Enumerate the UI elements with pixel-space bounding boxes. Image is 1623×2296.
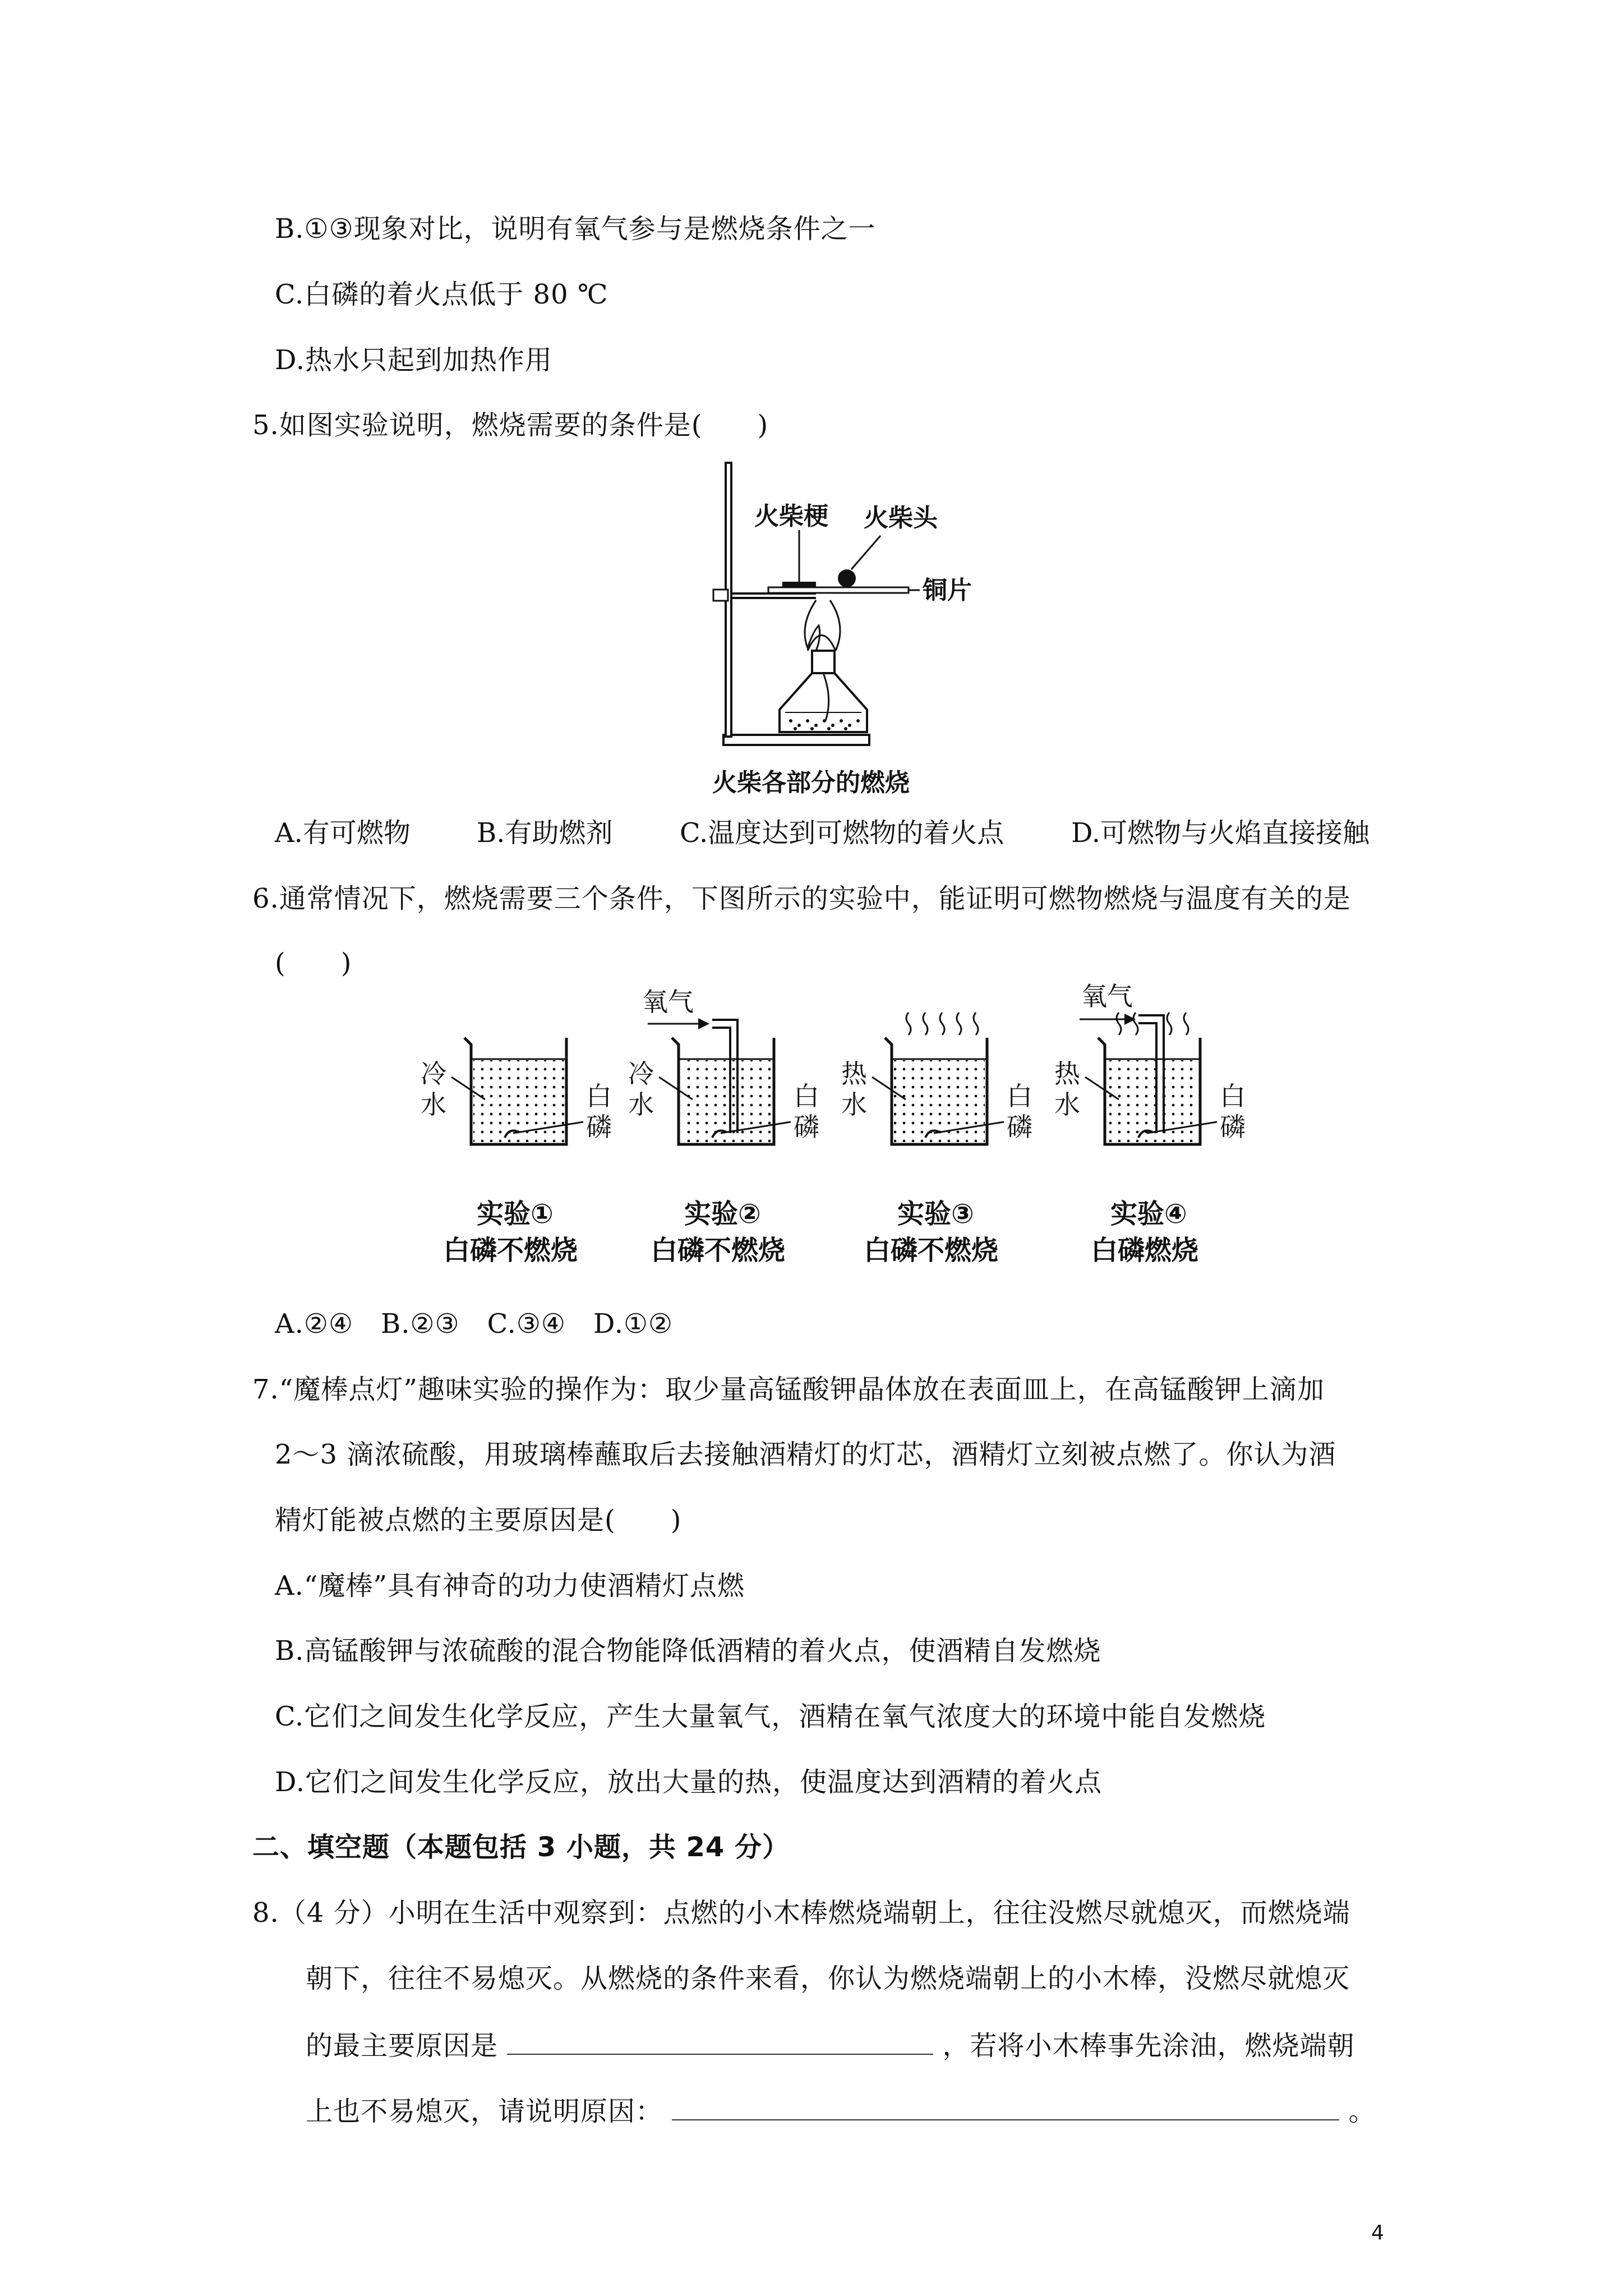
q4-option-c: C.白磷的着火点低于 80 ℃ [275,279,608,310]
label-white-2: 白 [794,1081,819,1111]
label-white-3: 白 [1007,1081,1032,1111]
q8-line4 [306,2092,1376,2128]
section-heading: 二、填空题（本题包括 3 小题，共 24 分） [252,1832,790,1863]
match-head-icon [838,569,856,587]
q8-line3-prefix: 的最主要原因是 [306,2030,499,2062]
q8-line2: 朝下，往往不易熄灭。从燃烧的条件来看，你认为燃烧端朝上的小木棒，没燃尽就熄灭 [306,1963,1350,1994]
q8-line1: 8.（4 分）小明在生活中观察到：点燃的小木棒燃烧端朝上，往往没燃尽就熄灭，而燃烧端 [252,1897,1350,1929]
q5-option-b: B.有助燃剂 [477,817,613,849]
exp1-result: 白磷不燃烧 [443,1235,578,1266]
answer-blank-1[interactable] [507,2027,933,2055]
label-match-head: 火柴头 [864,504,938,532]
label-match-stick: 火柴梗 [754,502,828,531]
q5-stem: 5.如图实验说明，燃烧需要的条件是( ) [252,409,769,441]
label-cold-2: 冷 [628,1059,654,1089]
q5-figure-caption: 火柴各部分的燃烧 [712,769,910,797]
label-white-4: 白 [1220,1081,1246,1111]
q4-option-d: D.热水只起到加热作用 [275,344,553,376]
label-phosphorus-2: 磷 [794,1112,819,1142]
q8-line4-prefix: 上也不易熄灭，请说明原因： [306,2096,663,2127]
label-cold-1: 冷 [421,1059,446,1089]
label-water-2: 水 [628,1089,654,1120]
q6-stem-line2: ( ) [275,947,352,979]
label-phosphorus-4: 磷 [1220,1112,1246,1142]
q6-figure [415,981,1279,1290]
label-water-3: 水 [841,1089,867,1120]
label-oxygen-2: 氧气 [642,987,694,1017]
q5-option-c: C.温度达到可燃物的着火点 [680,817,1004,849]
answer-blank-2[interactable] [672,2092,1339,2120]
q4-option-b: B.①③现象对比，说明有氧气参与是燃烧条件之一 [275,213,876,245]
beaker-exp1 [421,1038,612,1266]
label-oxygen-4: 氧气 [1081,981,1133,1011]
q7-line2: 2～3 滴浓硫酸，用玻璃棒蘸取后去接触酒精灯的灯芯，酒精灯立刻被点燃了。你认为酒 [275,1439,1336,1470]
exp3-label: 实验③ [897,1198,974,1230]
q6-stem-line1: 6.通常情况下，燃烧需要三个条件，下图所示的实验中，能证明可燃物燃烧与温度有关的是 [252,883,1351,914]
exp4-label: 实验④ [1110,1198,1187,1230]
q5-option-d: D.可燃物与火焰直接接触 [1071,817,1370,849]
arrow-icon [698,1018,709,1029]
q7-option-d: D.它们之间发生化学反应，放出大量的热，使温度达到酒精的着火点 [275,1766,1103,1798]
label-hot-3: 热 [841,1059,867,1089]
label-phosphorus-3: 磷 [1007,1112,1032,1142]
q5-option-a: A.有可燃物 [275,817,411,849]
label-water-4: 水 [1054,1089,1080,1120]
exp2-result: 白磷不燃烧 [651,1235,786,1266]
q5-figure [701,457,972,799]
exp1-label: 实验① [477,1198,554,1230]
exp2-label: 实验② [684,1198,761,1230]
q7-option-c: C.它们之间发生化学反应，产生大量氧气，酒精在氧气浓度大的环境中能自发燃烧 [275,1701,1266,1732]
q7-option-a: A.“魔棒”具有神奇的功力使酒精灯点燃 [275,1570,745,1602]
label-phosphorus-1: 磷 [586,1112,612,1142]
q8-line4-suffix: 。 [1348,2096,1376,2127]
beaker-exp3 [841,1013,1032,1266]
q7-line1: 7.“魔棒点灯”趣味实验的操作为：取少量高锰酸钾晶体放在表面皿上，在高锰酸钾上滴加 [252,1374,1325,1405]
exp4-result: 白磷燃烧 [1091,1235,1199,1266]
label-hot-4: 热 [1054,1059,1080,1089]
page-number: 4 [1371,2221,1384,2244]
label-copper-sheet: 铜片 [923,576,972,605]
beaker-exp4 [1054,981,1246,1266]
exp3-result: 白磷不燃烧 [864,1235,999,1266]
q8-line3-suffix: ，若将小木棒事先涂油，燃烧端朝 [942,2030,1355,2062]
q8-line3 [306,2027,1355,2063]
label-water-1: 水 [421,1089,446,1120]
q6-options: A.②④ B.②③ C.③④ D.①② [275,1308,674,1340]
q7-option-b: B.高锰酸钾与浓硫酸的混合物能降低酒精的着火点，使酒精自发燃烧 [275,1635,1101,1667]
steam-icon [906,1013,978,1035]
q7-line3: 精灯能被点燃的主要原因是( ) [275,1504,682,1536]
label-white-1: 白 [586,1081,612,1111]
beaker-exp2 [628,987,819,1266]
